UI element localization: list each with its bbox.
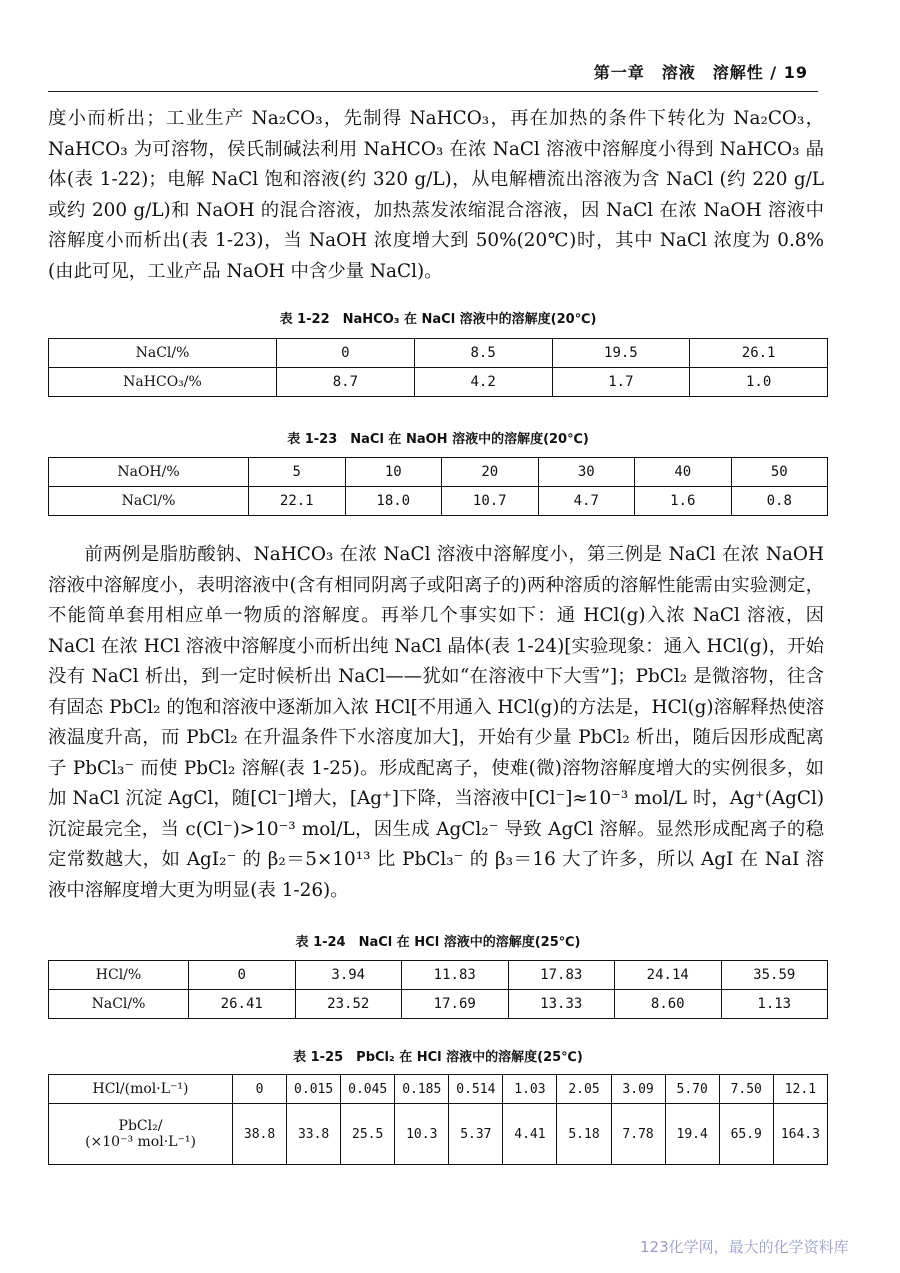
table-cell: 10.3 xyxy=(395,1104,449,1165)
table-cell: 26.41 xyxy=(189,990,296,1019)
table-cell: 0.514 xyxy=(449,1075,503,1104)
table-1-22 xyxy=(48,338,828,397)
table-cell: 0.045 xyxy=(341,1075,395,1104)
table-cell: 40 xyxy=(635,458,732,487)
table-1-22-caption: 表 1-22 NaHCO₃ 在 NaCl 溶液中的溶解度(20℃) xyxy=(279,312,597,327)
table-row xyxy=(49,1075,828,1104)
table-cell: 23.52 xyxy=(295,990,402,1019)
table-cell: 5.37 xyxy=(449,1104,503,1165)
table-row xyxy=(49,961,828,990)
table-cell: 26.1 xyxy=(690,339,828,368)
table-cell: 13.33 xyxy=(508,990,615,1019)
table-cell: 24.14 xyxy=(615,961,722,990)
table-cell: 20 xyxy=(442,458,539,487)
table-cell: 0.185 xyxy=(395,1075,449,1104)
table-cell: 4.2 xyxy=(414,368,552,397)
table-row xyxy=(49,458,828,487)
table-cell: 4.41 xyxy=(503,1104,557,1165)
table-cell: 1.13 xyxy=(721,990,828,1019)
row-header: HCl/(mol·L⁻¹) xyxy=(49,1075,233,1104)
table-cell: 12.1 xyxy=(773,1075,827,1104)
table-1-23-caption: 表 1-23 NaCl 在 NaOH 溶液中的溶解度(20℃) xyxy=(287,432,589,447)
table-cell: 1.0 xyxy=(690,368,828,397)
table-cell: 2.05 xyxy=(557,1075,611,1104)
row-header-line-2: (×10⁻³ mol·L⁻¹) xyxy=(85,1134,196,1150)
table-cell: 0 xyxy=(233,1075,287,1104)
table-1-25-caption: 表 1-25 PbCl₂ 在 HCl 溶液中的溶解度(25℃) xyxy=(293,1050,583,1065)
table-1-24 xyxy=(48,960,828,1019)
table-cell: 5 xyxy=(249,458,346,487)
table-cell: 4.7 xyxy=(538,487,635,516)
table-cell: 22.1 xyxy=(249,487,346,516)
table-cell: 1.7 xyxy=(552,368,690,397)
table-1-23 xyxy=(48,457,828,516)
table-cell: 18.0 xyxy=(345,487,442,516)
row-header: NaCl/% xyxy=(49,990,189,1019)
table-cell: 164.3 xyxy=(773,1104,827,1165)
table-cell: 1.6 xyxy=(635,487,732,516)
table-1-25 xyxy=(48,1074,828,1165)
table-cell: 17.69 xyxy=(402,990,509,1019)
paragraph-2-text: 前两例是脂肪酸钠、NaHCO₃ 在浓 NaCl 溶液中溶解度小，第三例是 NaCl 在浓 NaOH 溶液中溶解度小，表明溶液中(含有相同阴离子或阳离子的)两种溶质的溶解性能需由实验测定，不能简单套用相应单一物质的溶解度。再举几个事实如下：通 HCl(g)入浓 NaCl 溶液，因 NaCl 在浓 HCl 溶液中溶解度小而析出纯 NaCl 晶体(表 1-24)[实验现象：通入 HCl(g)，开始没有 NaCl 析出，到一定时候析出 NaCl——犹如“在溶液中下大雪”]；PbCl₂ 是微溶物，往含有固态 PbCl₂ 的饱和溶液中逐渐加入浓 HCl[不用通入 HCl(g)的方法是，HCl(g)溶解释热使溶液温度升高，而 PbCl₂ 在升温条件下水溶度加大]，开始有少量 PbCl₂ 析出，随后因形成配离子 PbCl₃⁻ 而使 PbCl₂ 溶解(表 1-25)。形成配离子，使难(微)溶物溶解度增大的实例很多，如加 NaCl 沉淀 AgCl，随[Cl⁻]增大，[Ag⁺]下降，当溶液中[Cl⁻]≈10⁻³ mol/L 时，Ag⁺(AgCl)沉淀最完全，当 c(Cl⁻)>10⁻³ mol/L，因生成 AgCl₂⁻ 导致 AgCl 溶解。显然形成配离子的稳定常数越大，如 AgI₂⁻ 的 β₂＝5×10¹³ 比 PbCl₃⁻ 的 β₃＝16 大了许多，所以 AgI 在 NaI 溶液中溶解度增大更为明显(表 1-26)。 xyxy=(48,544,824,901)
table-cell: 11.83 xyxy=(402,961,509,990)
table-cell: 10 xyxy=(345,458,442,487)
row-header-line-1: PbCl₂/ xyxy=(118,1118,163,1134)
table-row xyxy=(49,487,828,516)
table-cell: 30 xyxy=(538,458,635,487)
table-cell: 5.18 xyxy=(557,1104,611,1165)
paragraph-2 xyxy=(48,540,824,906)
row-header xyxy=(49,1104,233,1165)
table-cell: 8.60 xyxy=(615,990,722,1019)
table-cell: 7.78 xyxy=(611,1104,665,1165)
table-cell: 10.7 xyxy=(442,487,539,516)
table-cell: 25.5 xyxy=(341,1104,395,1165)
page-header: 第一章 溶液 溶解性 / 19 xyxy=(593,63,808,82)
table-row xyxy=(49,339,828,368)
table-row xyxy=(49,368,828,397)
row-header: NaCl/% xyxy=(49,339,277,368)
table-cell: 7.50 xyxy=(719,1075,773,1104)
table-cell: 50 xyxy=(731,458,828,487)
table-cell: 19.4 xyxy=(665,1104,719,1165)
table-1-24-caption: 表 1-24 NaCl 在 HCl 溶液中的溶解度(25℃) xyxy=(295,935,581,950)
table-cell: 0 xyxy=(277,339,415,368)
table-cell: 0.8 xyxy=(731,487,828,516)
table-cell: 5.70 xyxy=(665,1075,719,1104)
table-cell: 3.09 xyxy=(611,1075,665,1104)
row-header: NaOH/% xyxy=(49,458,249,487)
table-cell: 1.03 xyxy=(503,1075,557,1104)
table-cell: 33.8 xyxy=(287,1104,341,1165)
row-header: NaCl/% xyxy=(49,487,249,516)
row-header: NaHCO₃/% xyxy=(49,368,277,397)
table-cell: 0.015 xyxy=(287,1075,341,1104)
table-cell: 35.59 xyxy=(721,961,828,990)
table-cell: 17.83 xyxy=(508,961,615,990)
site-watermark: 123化学网，最大的化学资料库 xyxy=(640,1238,849,1256)
table-cell: 8.7 xyxy=(277,368,415,397)
header-rule xyxy=(48,91,818,92)
row-header: HCl/% xyxy=(49,961,189,990)
paragraph-1: 度小而析出；工业生产 Na₂CO₃，先制得 NaHCO₃，再在加热的条件下转化为 Na₂CO₃，NaHCO₃ 为可溶物，侯氏制碱法利用 NaHCO₃ 在浓 NaCl 溶液中溶解度小得到 NaHCO₃ 晶体(表 1-22)；电解 NaCl 饱和溶液(约 320 g/L)，从电解槽流出溶液为含 NaCl (约 220 g/L 或约 200 g/L)和 NaOH 的混合溶液，加热蒸发浓缩混合溶液，因 NaCl 在浓 NaOH 溶液中溶解度小而析出(表 1-23)，当 NaOH 浓度增大到 50%(20℃)时，其中 NaCl 浓度为 0.8%(由此可见，工业产品 NaOH 中含少量 NaCl)。 xyxy=(48,108,824,282)
table-cell: 8.5 xyxy=(414,339,552,368)
table-cell: 65.9 xyxy=(719,1104,773,1165)
table-row xyxy=(49,990,828,1019)
table-cell: 3.94 xyxy=(295,961,402,990)
table-cell: 38.8 xyxy=(233,1104,287,1165)
table-row xyxy=(49,1104,828,1165)
table-cell: 19.5 xyxy=(552,339,690,368)
table-cell: 0 xyxy=(189,961,296,990)
